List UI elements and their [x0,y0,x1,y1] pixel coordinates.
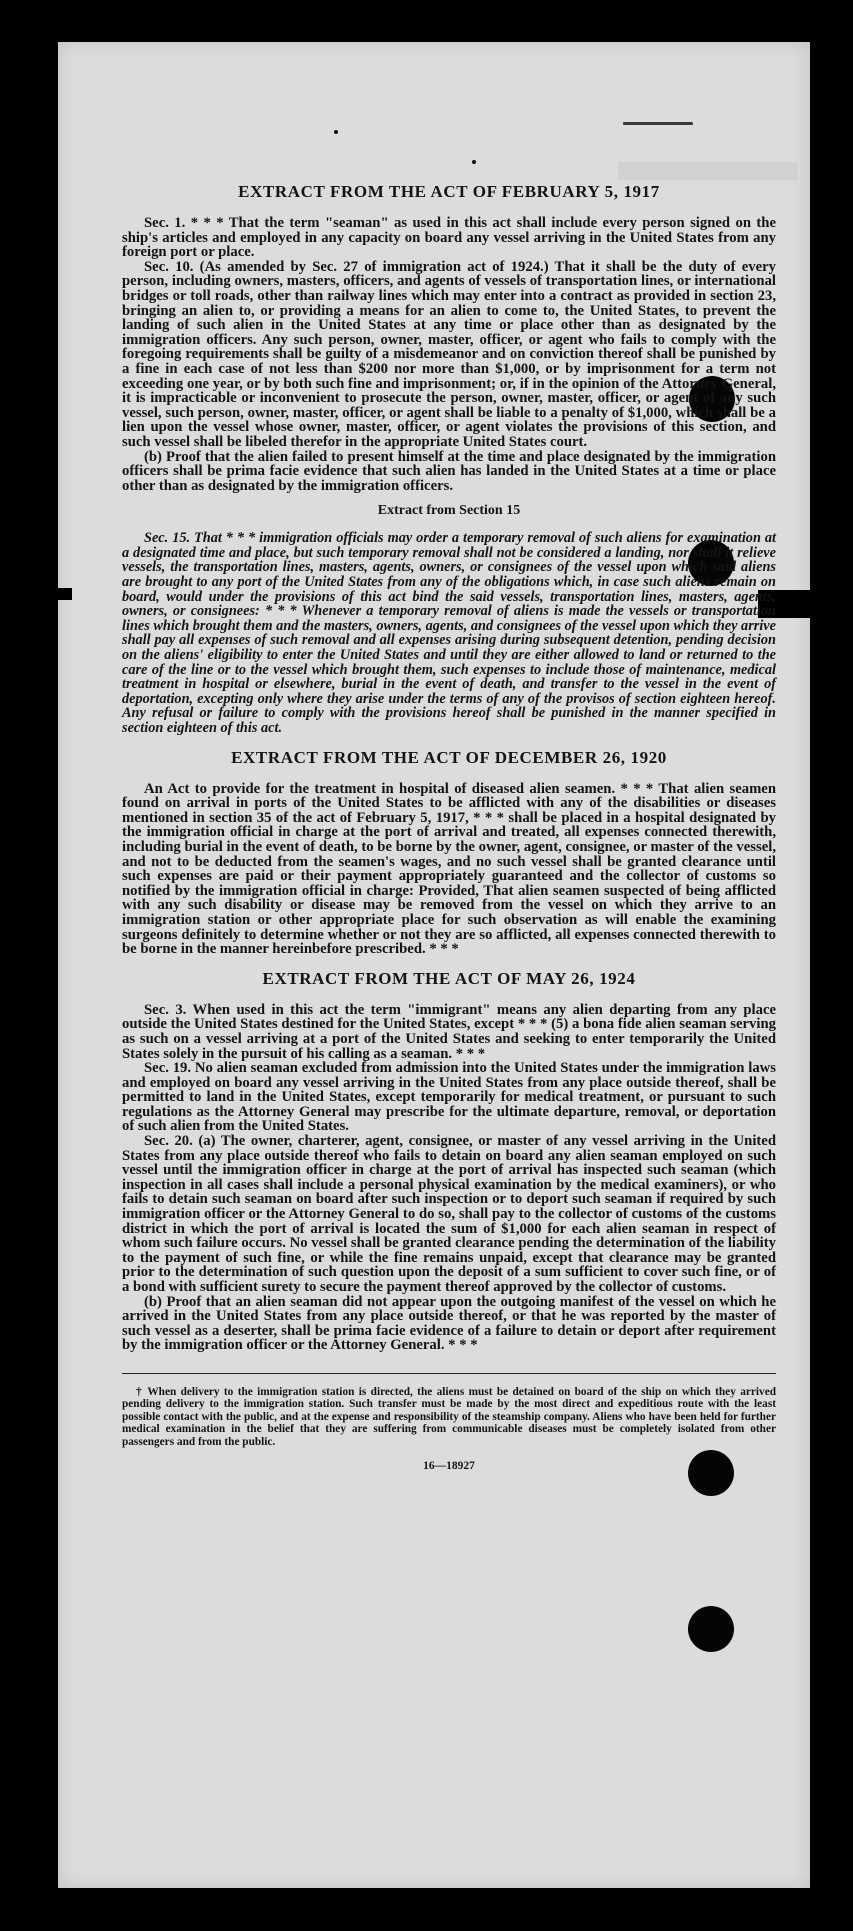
section-1-paragraph: Sec. 1. * * * That the term "seaman" as used in this act shall include every person signed on the ship's articles and employed in any capacity on board any vessel arriving in the United States from any foreign port or place. [122,215,776,261]
heading-section-15: Extract from Section 15 [377,503,521,519]
torn-edge [58,588,72,600]
footnote: † When delivery to the immigration station is directed, the aliens must be detained on board of the ship on which they arrived pending delivery to the immigration station. Such transfer must be made by the most direct and expeditious route with the least possible contact with the public, and at the expense and responsibility of the steamship company. Aliens who have been held for further medical examination in the belief that they are suffering from communicable diseases must be completely isolated from other passengers and from the public. [122,1385,776,1448]
document-body [122,182,776,1472]
footnote-divider [122,1373,776,1374]
print-code: 16—18927 [423,1460,475,1472]
heading-act-1924: EXTRACT FROM THE ACT OF MAY 26, 1924 [262,968,636,988]
section-3-paragraph: Sec. 3. When used in this act the term "immigrant" means any alien departing from any place outside the United States destined for the United States, except * * * (5) a bona fide alien seaman serving as such on a vessel arriving at a port of the United States and seeking to enter temporarily the United States solely in the pursuit of his calling as a seaman. * * * [122,1001,776,1062]
act-1920-paragraph: An Act to provide for the treatment in hospital of diseased alien seamen. * * * That alien seamen found on arrival in ports of the United States to be afflicted with any of the disabilities or diseases mentioned in section 35 of the act of February 5, 1917, * * * shall be placed in a hospital designated by the immigration official in charge at the port of arrival and treated, all expenses connected therewith, including burial in the event of death, to be borne by the owner, agent, consignee, or master of the vessel, and not to be deducted from the seamen's wages, and no such vessel shall be granted clearance until such expenses are paid or their payment appropriately guaranteed and the collector of customs so notified by the immigration official in charge: Provided, That alien seamen suspected of being afflicted with any such disability or disease may be removed from the vessel on which they arrive to an immigration station or other appropriate place for such observation as will enable the examining surgeons definitely to determine whether or not they are so afflicted, all expenses connected therewith to be borne in the manner hereinbefore prescribed. * * * [122,780,776,958]
section-15-paragraph: Sec. 15. That * * * immigration officials may order a temporary removal of such aliens for examination at a designated time and place, but such temporary removal shall not be considered a landing, nor shall it relieve vessels, the transportation lines, masters, agents, owners, or consignees of the vessel upon which said aliens are brought to any port of the United States from any of the obligations which, in case such aliens remain on board, would under the provisions of this act bind the said vessels, transportation lines, masters, agents, owners, or consignees: * * * Whenever a temporary removal of aliens is made the vessels or transportation lines which brought them and the masters, owners, agents, and consignees of the vessel upon which they arrive shall pay all expenses of such removal and all expenses arising during subsequent detention, pending decision on the aliens' eligibility to enter the United States and until they are either allowed to land or returned to the care of the line or to the vessel which brought them, such expenses to include those of maintenance, medical treatment in hospital or elsewhere, burial in the event of death, and transfer to the vessel in the event of deportation, excepting only where they arise under the terms of any of the provisos of section eighteen hereof. Any refusal or failure to comply with the provisions hereof shall be punished in the manner specified in section eighteen of this act. [122,530,776,736]
heading-act-1917: EXTRACT FROM THE ACT OF FEBRUARY 5, 1917 [238,182,660,201]
ink-speck [623,122,693,125]
section-20a-paragraph: Sec. 20. (a) The owner, charterer, agent, consignee, or master of any vessel arriving in the United States from any place outside thereof who fails to detain on board any alien seaman employed on such vessel until the immigration officer in charge at the port of arrival has inspected such seaman (which inspection in all cases shall include a personal physical examination by the medical examiners), or who fails to detain such seaman on board after such inspection or to deport such seaman if required by such immigration officer or the Attorney General to do so, shall pay to the collector of customs of the customs district in which the port of arrival is located the sum of $1,000 for each alien seaman in respect of whom such failure occurs. No vessel shall be granted clearance pending the determination of the liability to the payment of such fine, or while the fine remains unpaid, except that clearance may be granted prior to the determination of such question upon the deposit of a sum sufficient to cover such fine, or of a bond with sufficient surety to secure the payment thereof approved by the collector of customs. [122,1133,776,1295]
section-10b-paragraph: (b) Proof that the alien failed to present himself at the time and place designated by the immigration officers shall be prima facie evidence that such alien has landed in the United States at a time or place other than as designated by the immigration officers. [122,448,776,494]
document-page [58,42,810,1888]
ink-speck [472,160,476,164]
section-20b-paragraph: (b) Proof that an alien seaman did not appear upon the outgoing manifest of the vessel on which he arrived in the United States from any place outside thereof, or that he was reported by the master of such vessel as a deserter, shall be prima facie evidence of a failure to detain or deport after requirement by the immigration officer or the Attorney General. * * * [122,1293,776,1354]
section-10-paragraph: Sec. 10. (As amended by Sec. 27 of immigration act of 1924.) That it shall be the duty of every person, including owners, masters, officers, and agents of vessels of transportation lines, or international bridges or toll roads, other than railway lines which may enter into a contract as provided in section 23, bringing an alien to, or providing a means for an alien to come to, the United States, to prevent the landing of such alien in the United States at any time or place other than as designated by the immigration officers. Any such person, owner, master, officer, or agent who fails to comply with the foregoing requirements shall be guilty of a misdemeanor and on conviction thereof shall be punished by a fine in each case of not less than $200 nor more than $1,000, or by imprisonment for a term not exceeding one year, or by both such fine and imprisonment; or, if in the opinion of the Attorney General, it is impracticable or inconvenient to prosecute the person, owner, master, officer, or agent of any such vessel, such person, owner, master, officer, or agent shall be liable to a penalty of $1,000, which shall be a lien upon the vessel whose owner, master, officer, or agent violates the provisions of this section, and such vessel shall be libeled therefor in the appropriate United States court. [122,258,776,450]
punch-hole [688,1606,734,1652]
bleed-through-mark [618,162,798,180]
heading-act-1920: EXTRACT FROM THE ACT OF DECEMBER 26, 1920 [231,747,667,767]
section-19-paragraph: Sec. 19. No alien seaman excluded from admission into the United States under the immigration laws and employed on board any vessel arriving in the United States from any place outside thereof, shall be permitted to land in the United States, except temporarily for medical treatment, or pursuant to such regulations as the Attorney General may prescribe for the ultimate departure, removal, or deportation of such alien from the United States. [122,1060,776,1135]
ink-speck [334,130,338,134]
